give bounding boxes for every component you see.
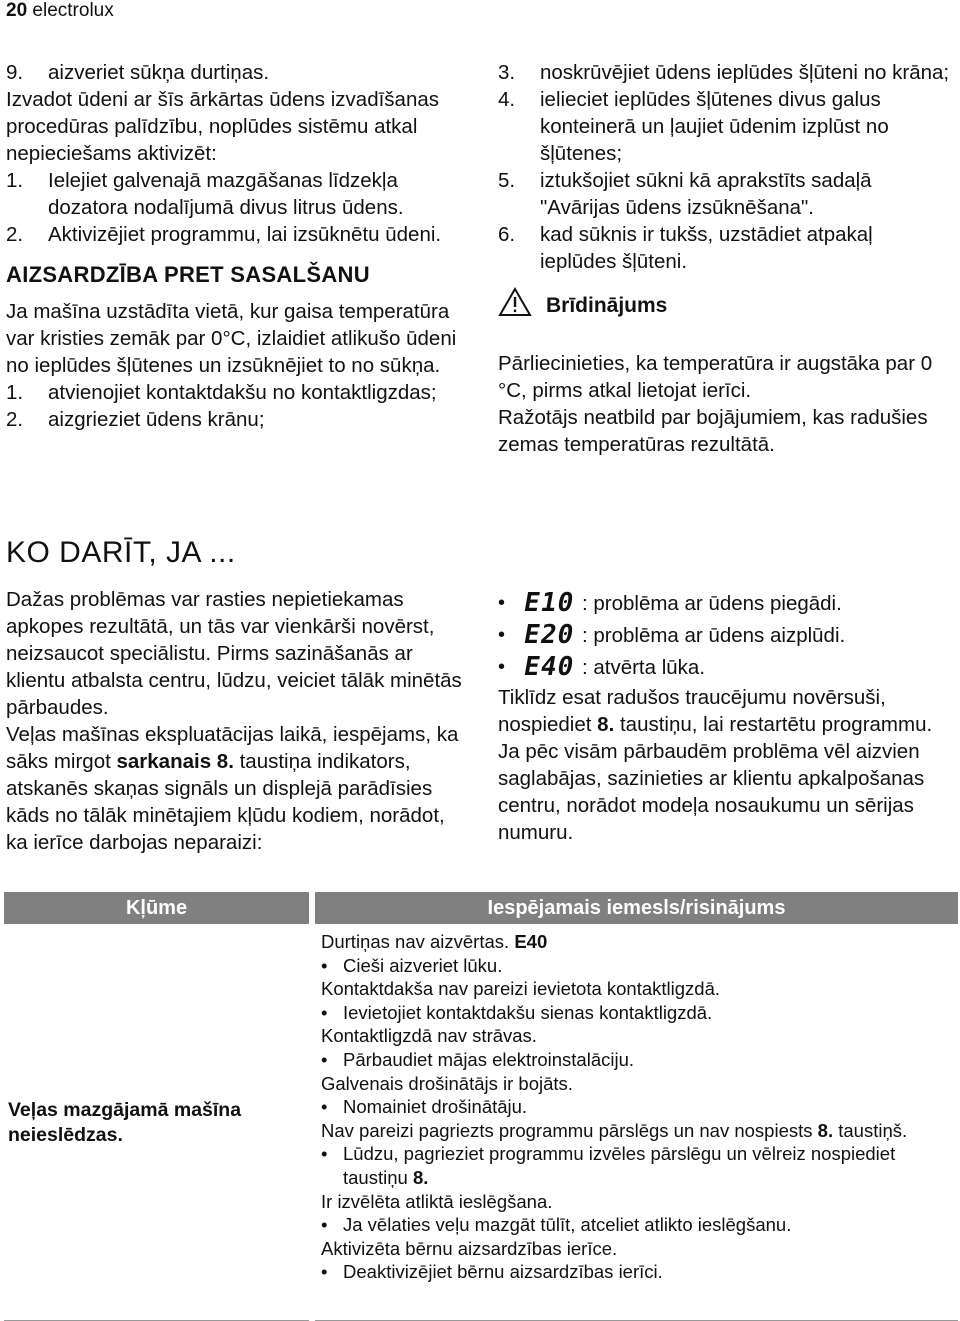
list-item: 4. ielieciet ieplūdes šļūtenes divus galus konteinerā un ļaujiet ūdenim izplūst no šļūtenes;	[498, 88, 889, 165]
right-column	[498, 59, 950, 458]
list-item: 2. aizgrieziet ūdens krānu;	[6, 408, 265, 431]
remedy-bullet: • Ja vēlaties veļu mazgāt tūlīt, atceliet atlikto ieslēgšanu.	[321, 1214, 792, 1236]
error-item: • E40 : atvērta lūka.	[498, 651, 706, 682]
list-item: 5. iztukšojiet sūkni kā aprakstīts sadaļā "Avārijas ūdens izsūknēšana".	[498, 169, 872, 219]
cause-line: Ir izvēlēta atliktā ieslēgšana.	[321, 1190, 553, 1212]
table-header-cause: Iespējamais iemesls/risinājums	[315, 892, 958, 924]
list-item: 3. noskrūvējiet ūdens ieplūdes šļūteni no krāna;	[498, 61, 950, 84]
warning-heading	[498, 287, 950, 324]
paragraph: Dažas problēmas var rasties nepietiekamas apkopes rezultātā, un tās var vienkārši novērst, neizsaucot speciālistu. Pirms sazināšanās ar klientu atbalsta centru, lūdzu, veiciet tālāk minētās pārbaudes.	[6, 588, 462, 719]
page-header	[6, 0, 114, 22]
brand-name: electrolux	[32, 0, 114, 21]
warning-icon	[498, 287, 532, 324]
paragraph: Izvadot ūdeni ar šīs ārkārtas ūdens izvadīšanas procedūras palīdzību, noplūdes sistēmu atkal nepieciešams aktivizēt:	[6, 88, 440, 165]
remedy-bullet: • Cieši aizveriet lūku.	[321, 954, 503, 976]
warning-title: Brīdinājums	[546, 294, 668, 317]
list-item: 1. atvienojiet kontaktdakšu no kontaktligzdas;	[6, 381, 437, 404]
section-heading: KO DARĪT, JA ...	[6, 536, 236, 569]
cause-line: Kontaktligzdā nav strāvas.	[321, 1025, 537, 1047]
cause-line: Kontaktdakša nav pareizi ievietota kontaktligzdā.	[321, 978, 721, 1000]
section-title: AIZSARDZĪBA PRET SASALŠANU	[6, 262, 370, 287]
table-header-fault: Kļūme	[4, 892, 309, 924]
paragraph: Tiklīdz esat radušos traucējumu novērsuši, nospiediet 8. taustiņu, lai restartētu programmu. Ja pēc visām pārbaudēm problēma vēl aizvien saglabājas, sazinieties ar klientu apkalpošanas centru, norādot modeļa nosaukumu un sērijas numuru.	[498, 686, 933, 844]
paragraph: Veļas mašīnas ekspluatācijas laikā, iespējams, ka sāks mirgot sarkanais 8. taustiņa indikators, atskanēs skaņas signāls un displejā parādīsies kāds no tālāk minētajiem kļūdu kodiem, norādot, ka ierīce darbojas neparaizi:	[6, 723, 459, 854]
list-item: 9. aizveriet sūkņa durtiņas.	[6, 61, 270, 84]
list-item: 1. Ielejiet galvenajā mazgāšanas līdzekļa dozatora nodalījumā divus litrus ūdens.	[6, 169, 404, 219]
bullet: •	[498, 591, 506, 614]
remedy-bullet: • Lūdzu, pagrieziet programmu izvēles pārslēgu un vēlreiz nospiediet taustiņu 8.	[321, 1143, 896, 1188]
list-item: 6. kad sūknis ir tukšs, uzstādiet atpakaļ ieplūdes šļūteni.	[498, 223, 873, 273]
remedy-bullet: • Deaktivizējiet bērnu aizsardzības ierīci.	[321, 1261, 663, 1283]
cause-line: Nav pareizi pagriezts programmu pārslēgs un nav nospiests 8. taustiņš.	[321, 1119, 908, 1141]
error-codes	[498, 588, 948, 846]
list-item: 2. Aktivizējiet programmu, lai izsūknētu ūdeni.	[6, 223, 442, 246]
error-item: • E20 : problēma ar ūdens aizplūdi.	[498, 619, 846, 650]
fault-cell: Veļas mazgājamā mašīna neieslēdzas.	[8, 1099, 242, 1146]
page-number: 20	[6, 0, 28, 21]
bullet: •	[498, 655, 506, 678]
left-column	[6, 59, 466, 433]
error-item: • E10 : problēma ar ūdens piegādi.	[498, 587, 842, 618]
cause-line: Galvenais drošinātājs ir bojāts.	[321, 1072, 573, 1094]
error-code: E10	[521, 587, 577, 618]
cause-line: Durtiņas nav aizvērtas. E40	[321, 931, 548, 952]
remedy-bullet: • Pārbaudiet mājas elektroinstalāciju.	[321, 1048, 635, 1070]
bullet: •	[498, 623, 506, 646]
paragraph: Ja mašīna uzstādīta vietā, kur gaisa temperatūra var kristies zemāk par 0°C, izlaidiet atlikušo ūdeni no ieplūdes šļūtenes un izsūknējiet to no sūkņa.	[6, 300, 457, 377]
remedy-bullet: • Ievietojiet kontaktdakšu sienas kontaktligzdā.	[321, 1001, 713, 1023]
cause-line: Aktivizēta bērnu aizsardzības ierīce.	[321, 1237, 618, 1259]
trouble-intro	[6, 586, 468, 856]
error-code: E40	[521, 651, 577, 682]
remedy-bullet: • Nomainiet drošinātāju.	[321, 1096, 528, 1118]
error-code: E20	[521, 619, 577, 650]
remedy-cell	[321, 930, 951, 1284]
warning-text: Pārliecinieties, ka temperatūra ir augstāka par 0 °C, pirms atkal lietojat ierīci.	[498, 352, 933, 402]
warning-text: Ražotājs neatbild par bojājumiem, kas radušies zemas temperatūras rezultātā.	[498, 406, 928, 456]
